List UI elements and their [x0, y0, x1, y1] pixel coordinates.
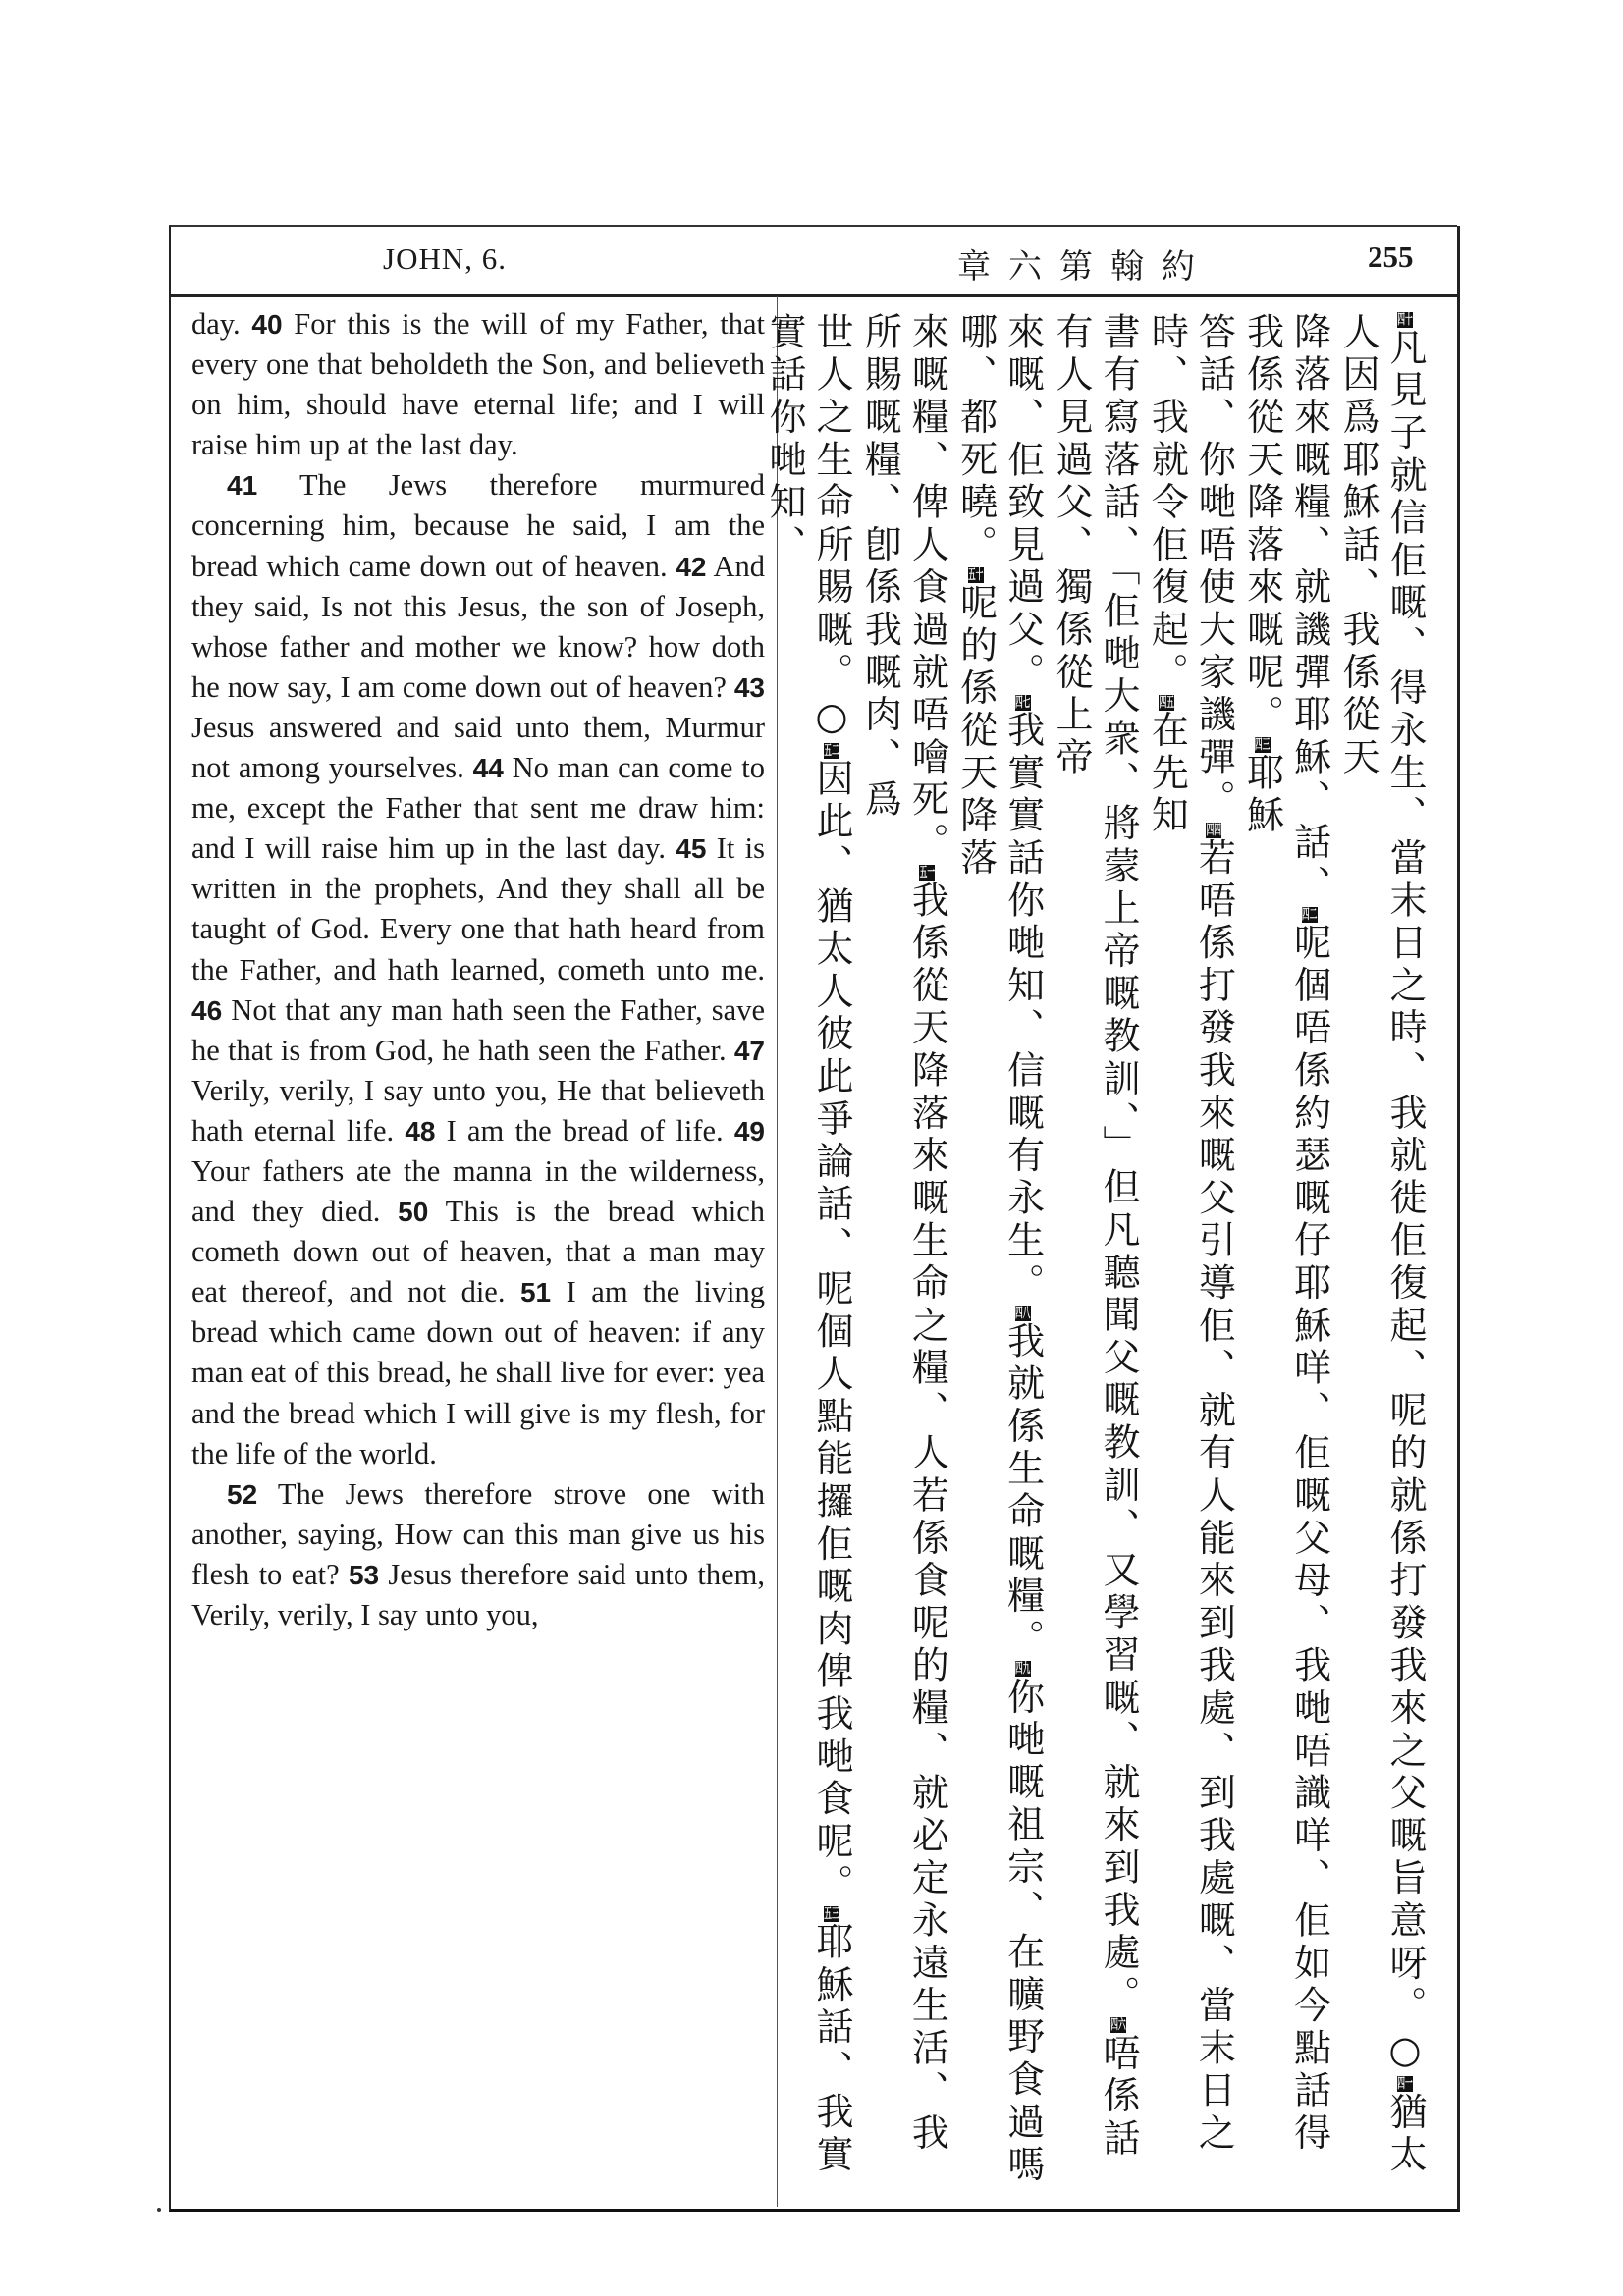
verse-number: 43	[733, 671, 765, 703]
chinese-column	[1049, 312, 1142, 2197]
chinese-verse-text: 來嘅、佢致見過父。	[1001, 312, 1045, 695]
verse-number: 40	[251, 309, 283, 340]
chinese-verse-text: 猶太人因爲耶穌話、我係從天	[1335, 312, 1427, 2177]
english-paragraph	[191, 465, 765, 1473]
verse-number: 53	[348, 1559, 380, 1590]
column-divider	[777, 296, 778, 2207]
page-number: 255	[1368, 240, 1414, 274]
verse-text: It is written in the prophets, And they shall all be taught of God. Every one that hath heard from the Father, and hath learned, cometh unto me.	[191, 831, 765, 987]
chinese-verse-text: 呢個唔係約瑟嘅仔耶穌咩、佢嘅父母、我哋唔識咩、佢如今點話得我係從天降落來嘅呢。	[1240, 312, 1331, 2156]
chinese-verse-marker: 四五	[1159, 695, 1174, 710]
verse-text: I am the living bread which came down out of heaven: if any man eat of this bread, he shall live for ever: yea and the bread which I will give is my flesh, for the life of the world.	[191, 1275, 765, 1470]
chinese-verse-text: 耶穌	[1240, 753, 1284, 838]
chinese-verse-marker: 五三	[824, 1907, 839, 1922]
verse-text: No man can come to me, except the Father that sent me draw him: and I will raise him up in the last day.	[191, 751, 765, 866]
chinese-verse-marker: 四七	[1014, 695, 1031, 710]
verse-number: 47	[733, 1035, 765, 1066]
chinese-verse-text: 來嘅糧、俾人食過就唔噲死。	[905, 312, 949, 865]
print-speck	[157, 2208, 161, 2212]
running-head-chinese: 章六第翰約	[957, 247, 1213, 287]
chinese-verse-text: 我就係生命嘅糧。	[1001, 1320, 1045, 1662]
chinese-verse-text: 世人之生命所賜嘅。○	[810, 312, 853, 743]
chinese-verse-marker: 四十	[1397, 313, 1413, 327]
verse-number: 41	[227, 470, 258, 502]
chinese-verse-text: 答話、你哋唔使大家譏彈。	[1192, 312, 1236, 823]
verse-number: 44	[472, 753, 504, 784]
verse-text: The Jews therefore strove one with another, saying, How can this man give us his flesh to eat?	[191, 1476, 765, 1591]
chinese-column	[763, 312, 855, 2197]
chinese-verse-text: 在先知	[1145, 710, 1189, 838]
chinese-verse-text: 凡見子就信佢嘅、得永生、當末日之時、我就徙佢復起、呢的就係打發我來之父嘅旨意呀。○	[1382, 328, 1427, 2077]
chinese-verse-text: 你哋嘅祖宗、在曠野食過嗎哪、都死曉。	[953, 312, 1045, 2187]
chinese-verse-marker: 四二	[1301, 908, 1318, 923]
chinese-verse-marker: 四三	[1254, 738, 1271, 752]
verse-text: The Jews therefore murmured concerning him, because he said, I am the bread which came down out of heaven.	[191, 468, 765, 583]
chinese-verse-text: 書有寫落話、「佢哋大衆、將蒙上帝嘅教訓、」但凡聽聞父嘅教訓、又學習嘅、就來到我處。	[1096, 312, 1140, 2018]
verse-number: 46	[191, 994, 223, 1026]
chinese-column	[1145, 312, 1237, 2197]
chinese-verse-text: 若唔係打發我來嘅父引導佢、就有人能來到我處、到我處嘅、當末日之時、我就令佢復起。	[1145, 312, 1236, 2156]
verse-number: 49	[733, 1115, 765, 1147]
chinese-verse-marker: 四八	[1014, 1306, 1031, 1320]
verse-text: For this is the will of my Father, that every one that beholdeth the Son, and believeth on him, should have eternal life; and I will raise him up at the last day.	[191, 307, 765, 462]
verse-text: And they said, Is not this Jesus, the son of Joseph, whose father and mother we know? how doth he now say, I am come down out of heaven?	[191, 549, 765, 704]
verse-text: Jesus answered and said unto them, Murmur not among yourselves.	[191, 710, 765, 785]
running-head-english: JOHN, 6.	[383, 241, 507, 276]
english-paragraph	[191, 304, 765, 465]
chinese-verse-text: 降落來嘅糧、就譏彈耶穌、話、	[1287, 312, 1331, 908]
english-text-column	[191, 304, 765, 1635]
verse-text: This is the bread which cometh down out of heaven, that a man may eat thereof, and not die.	[191, 1195, 766, 1309]
chinese-verse-text: 我實實話你哋知、信嘅有永生。	[1001, 710, 1045, 1306]
header-rule	[169, 294, 1457, 297]
verse-text: Verily, verily, I say unto you, He that believeth hath eternal life.	[191, 1073, 765, 1148]
verse-text: day.	[191, 307, 252, 341]
chinese-column	[1240, 312, 1333, 2197]
chinese-verse-marker: 五二	[824, 744, 839, 758]
verse-number: 48	[405, 1115, 436, 1147]
verse-number: 52	[227, 1478, 258, 1510]
chinese-verse-text: 我係從天降落來嘅生命之糧、人若係食呢的糧、就必定永遠生活、我所賜嘅糧、卽係我嘅肉、爲	[858, 312, 949, 2156]
chinese-verse-marker: 四六	[1110, 2018, 1126, 2033]
chinese-verse-marker: 四一	[1397, 2077, 1413, 2092]
verse-text: I am the bread of life.	[435, 1113, 734, 1148]
verse-text: Not that any man hath seen the Father, save he that is from God, he hath seen the Father.	[191, 992, 765, 1067]
chinese-verse-marker: 五十	[967, 567, 984, 582]
chinese-column	[858, 312, 950, 2197]
chinese-verse-text: 耶穌話、我實實話你哋知、	[763, 312, 853, 2177]
chinese-column	[1335, 312, 1429, 2197]
chinese-verse-marker: 五一	[919, 865, 936, 880]
verse-text: Jesus therefore said unto them, Verily, verily, I say unto you,	[191, 1557, 765, 1631]
chinese-text-columns	[763, 312, 1429, 2197]
verse-number: 51	[519, 1277, 552, 1308]
verse-number: 50	[398, 1197, 429, 1228]
chinese-column	[953, 312, 1047, 2197]
chinese-verse-text: 呢的係從天降落	[953, 582, 998, 881]
chinese-verse-text: 唔係話有人見過父、獨係從上帝	[1049, 312, 1140, 2162]
chinese-verse-text: 因此、猶太人彼此爭論話、呢個人點能攞佢嘅肉俾我哋食呢。	[810, 759, 853, 1907]
english-paragraph	[191, 1474, 765, 1635]
verse-text: Your fathers ate the manna in the wilderness, and they died.	[191, 1153, 765, 1229]
verse-number: 45	[676, 833, 707, 865]
verse-number: 42	[676, 551, 707, 582]
chinese-verse-marker: 四四	[1206, 823, 1221, 837]
chinese-verse-marker: 四九	[1014, 1662, 1031, 1677]
